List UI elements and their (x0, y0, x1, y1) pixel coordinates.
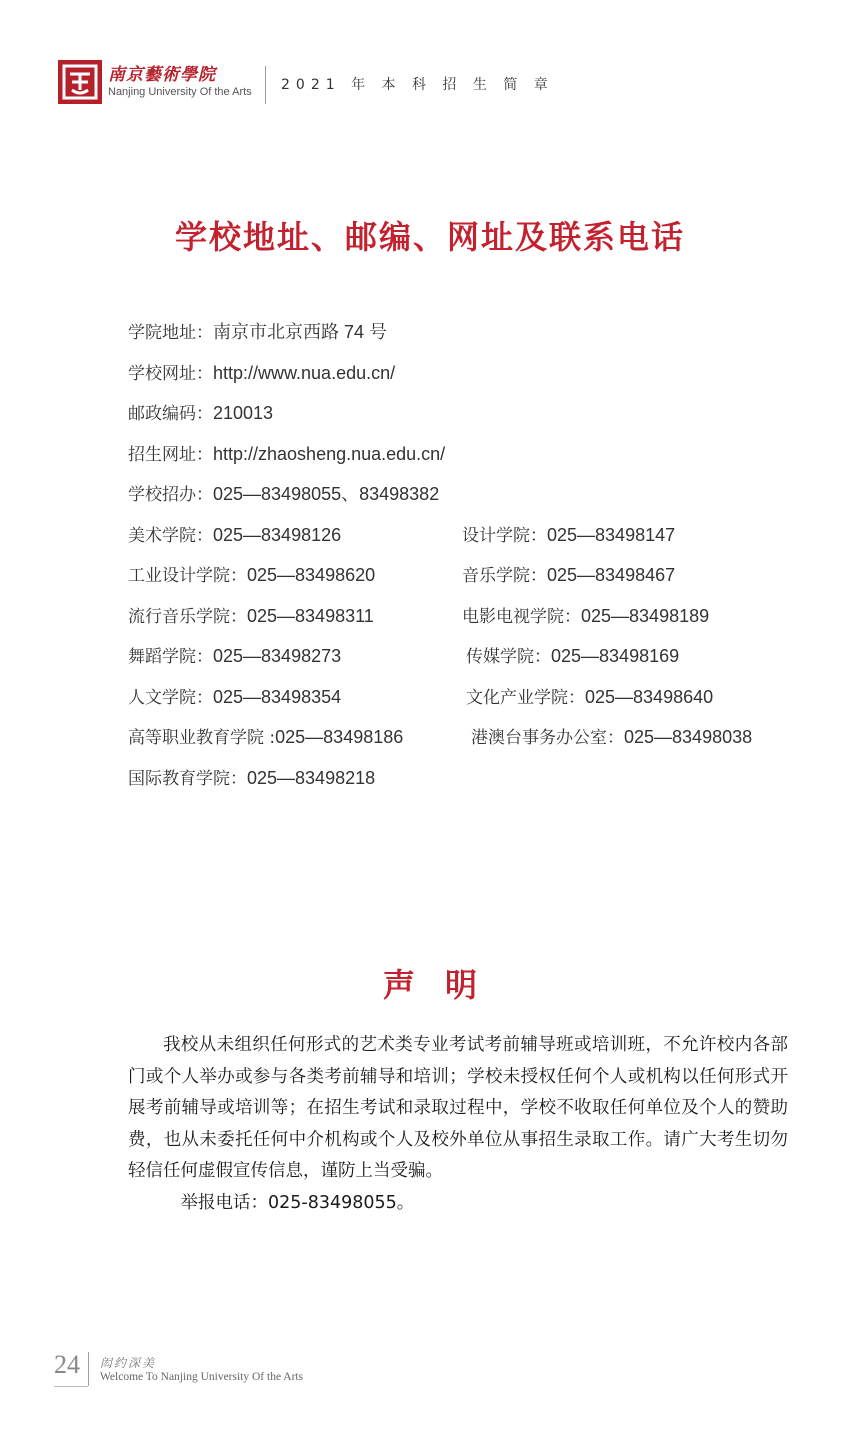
department-label: 文化产业学院： (466, 687, 585, 708)
department-phone: 025—83498147 (547, 524, 676, 545)
department-phone: 025—83498169 (551, 646, 680, 666)
department-phone: 025—83498189 (581, 605, 710, 626)
contact-value: 南京市北京西路 74 号 (213, 322, 388, 342)
department-phone: 025—83498640 (585, 686, 714, 707)
department-phone: 025—83498186 (275, 727, 404, 747)
contact-value: http://zhaosheng.nua.edu.cn/ (213, 443, 446, 464)
department-left (128, 561, 375, 586)
department-phone: 025—83498038 (624, 727, 753, 747)
department-label: 音乐学院： (462, 566, 547, 586)
department-label: 流行音乐学院： (128, 606, 247, 627)
declaration-text (128, 1030, 788, 1219)
department-phone: 025—83498354 (213, 686, 342, 707)
department-right (466, 683, 713, 708)
department-phone: 025—83498273 (213, 646, 342, 666)
page-number: 24 (54, 1350, 80, 1379)
department-left (128, 764, 375, 789)
department-right (462, 521, 675, 546)
department-label: 美术学院： (128, 525, 213, 546)
contact-item (128, 480, 439, 506)
contact-value: 210013 (213, 403, 274, 423)
university-name-en: Nanjing University Of the Arts (108, 86, 252, 98)
footer-motto: 闳约深美 (100, 1356, 157, 1370)
contact-item (128, 399, 273, 424)
department-label: 舞蹈学院： (128, 647, 213, 667)
department-left (128, 521, 341, 546)
department-left (128, 683, 341, 708)
contact-label: 邮政编码： (128, 404, 213, 424)
contact-label: 招生网址： (128, 444, 213, 465)
contact-value: 025—83498055、83498382 (213, 484, 440, 504)
department-phone: 025—83498126 (213, 524, 342, 545)
department-phone: 025—83498218 (247, 767, 376, 788)
department-label: 工业设计学院： (128, 566, 247, 586)
department-right (462, 602, 709, 627)
contact-value: http://www.nua.edu.cn/ (213, 362, 396, 383)
department-left (128, 602, 374, 627)
header-title: 2021 年 本 科 招 生 简 章 (281, 77, 554, 93)
department-right (466, 642, 679, 667)
contact-section-title: 学校地址、邮编、网址及联系电话 (174, 218, 685, 256)
contact-label: 学校招办： (128, 485, 213, 505)
footer-underline (54, 1386, 88, 1387)
department-phone: 025—83498467 (547, 565, 676, 585)
department-right (462, 561, 675, 586)
department-label: 传媒学院： (466, 647, 551, 667)
contact-item (128, 318, 387, 344)
header-divider (265, 66, 266, 104)
department-label: 人文学院： (128, 687, 213, 708)
declaration-body: 我校从未组织任何形式的艺术类专业考试考前辅导班或培训班，不允许校内各部门或个人举办或参与各类考前辅导和培训；学校未授权任何个人或机构以任何形式开展考前辅导或培训等；在招生考试和录取过程中，学校不收取任何单位及个人的赞助费，也从未委托任何中介机构或个人及校外单位从事招生录取工作。请广大考生切勿轻信任何虚假宣传信息，谨防上当受骗。 (128, 1035, 788, 1181)
department-phone: 025—83498620 (247, 565, 376, 585)
contact-label: 学校网址： (128, 363, 213, 384)
department-label: 港澳台事务办公室： (471, 728, 624, 748)
university-name-cn: 南京藝術學院 (108, 65, 216, 85)
department-phone: 025—83498311 (247, 605, 374, 626)
contact-item (128, 359, 395, 384)
department-left (128, 723, 403, 748)
department-label: 国际教育学院： (128, 768, 247, 789)
declaration-title: 声明 (382, 966, 507, 1004)
footer-divider (88, 1352, 89, 1386)
report-phone: 举报电话：025-83498055。 (180, 1192, 415, 1213)
department-left (128, 642, 341, 667)
contact-label: 学院地址： (128, 323, 213, 343)
department-label: 电影电视学院： (462, 606, 581, 627)
footer-welcome: Welcome To Nanjing University Of the Arts (100, 1371, 304, 1383)
department-right (471, 723, 752, 748)
department-label: 设计学院： (462, 525, 547, 546)
department-label: 高等职业教育学院 : (128, 728, 276, 748)
contact-item (128, 440, 445, 465)
university-logo-icon (58, 60, 102, 104)
